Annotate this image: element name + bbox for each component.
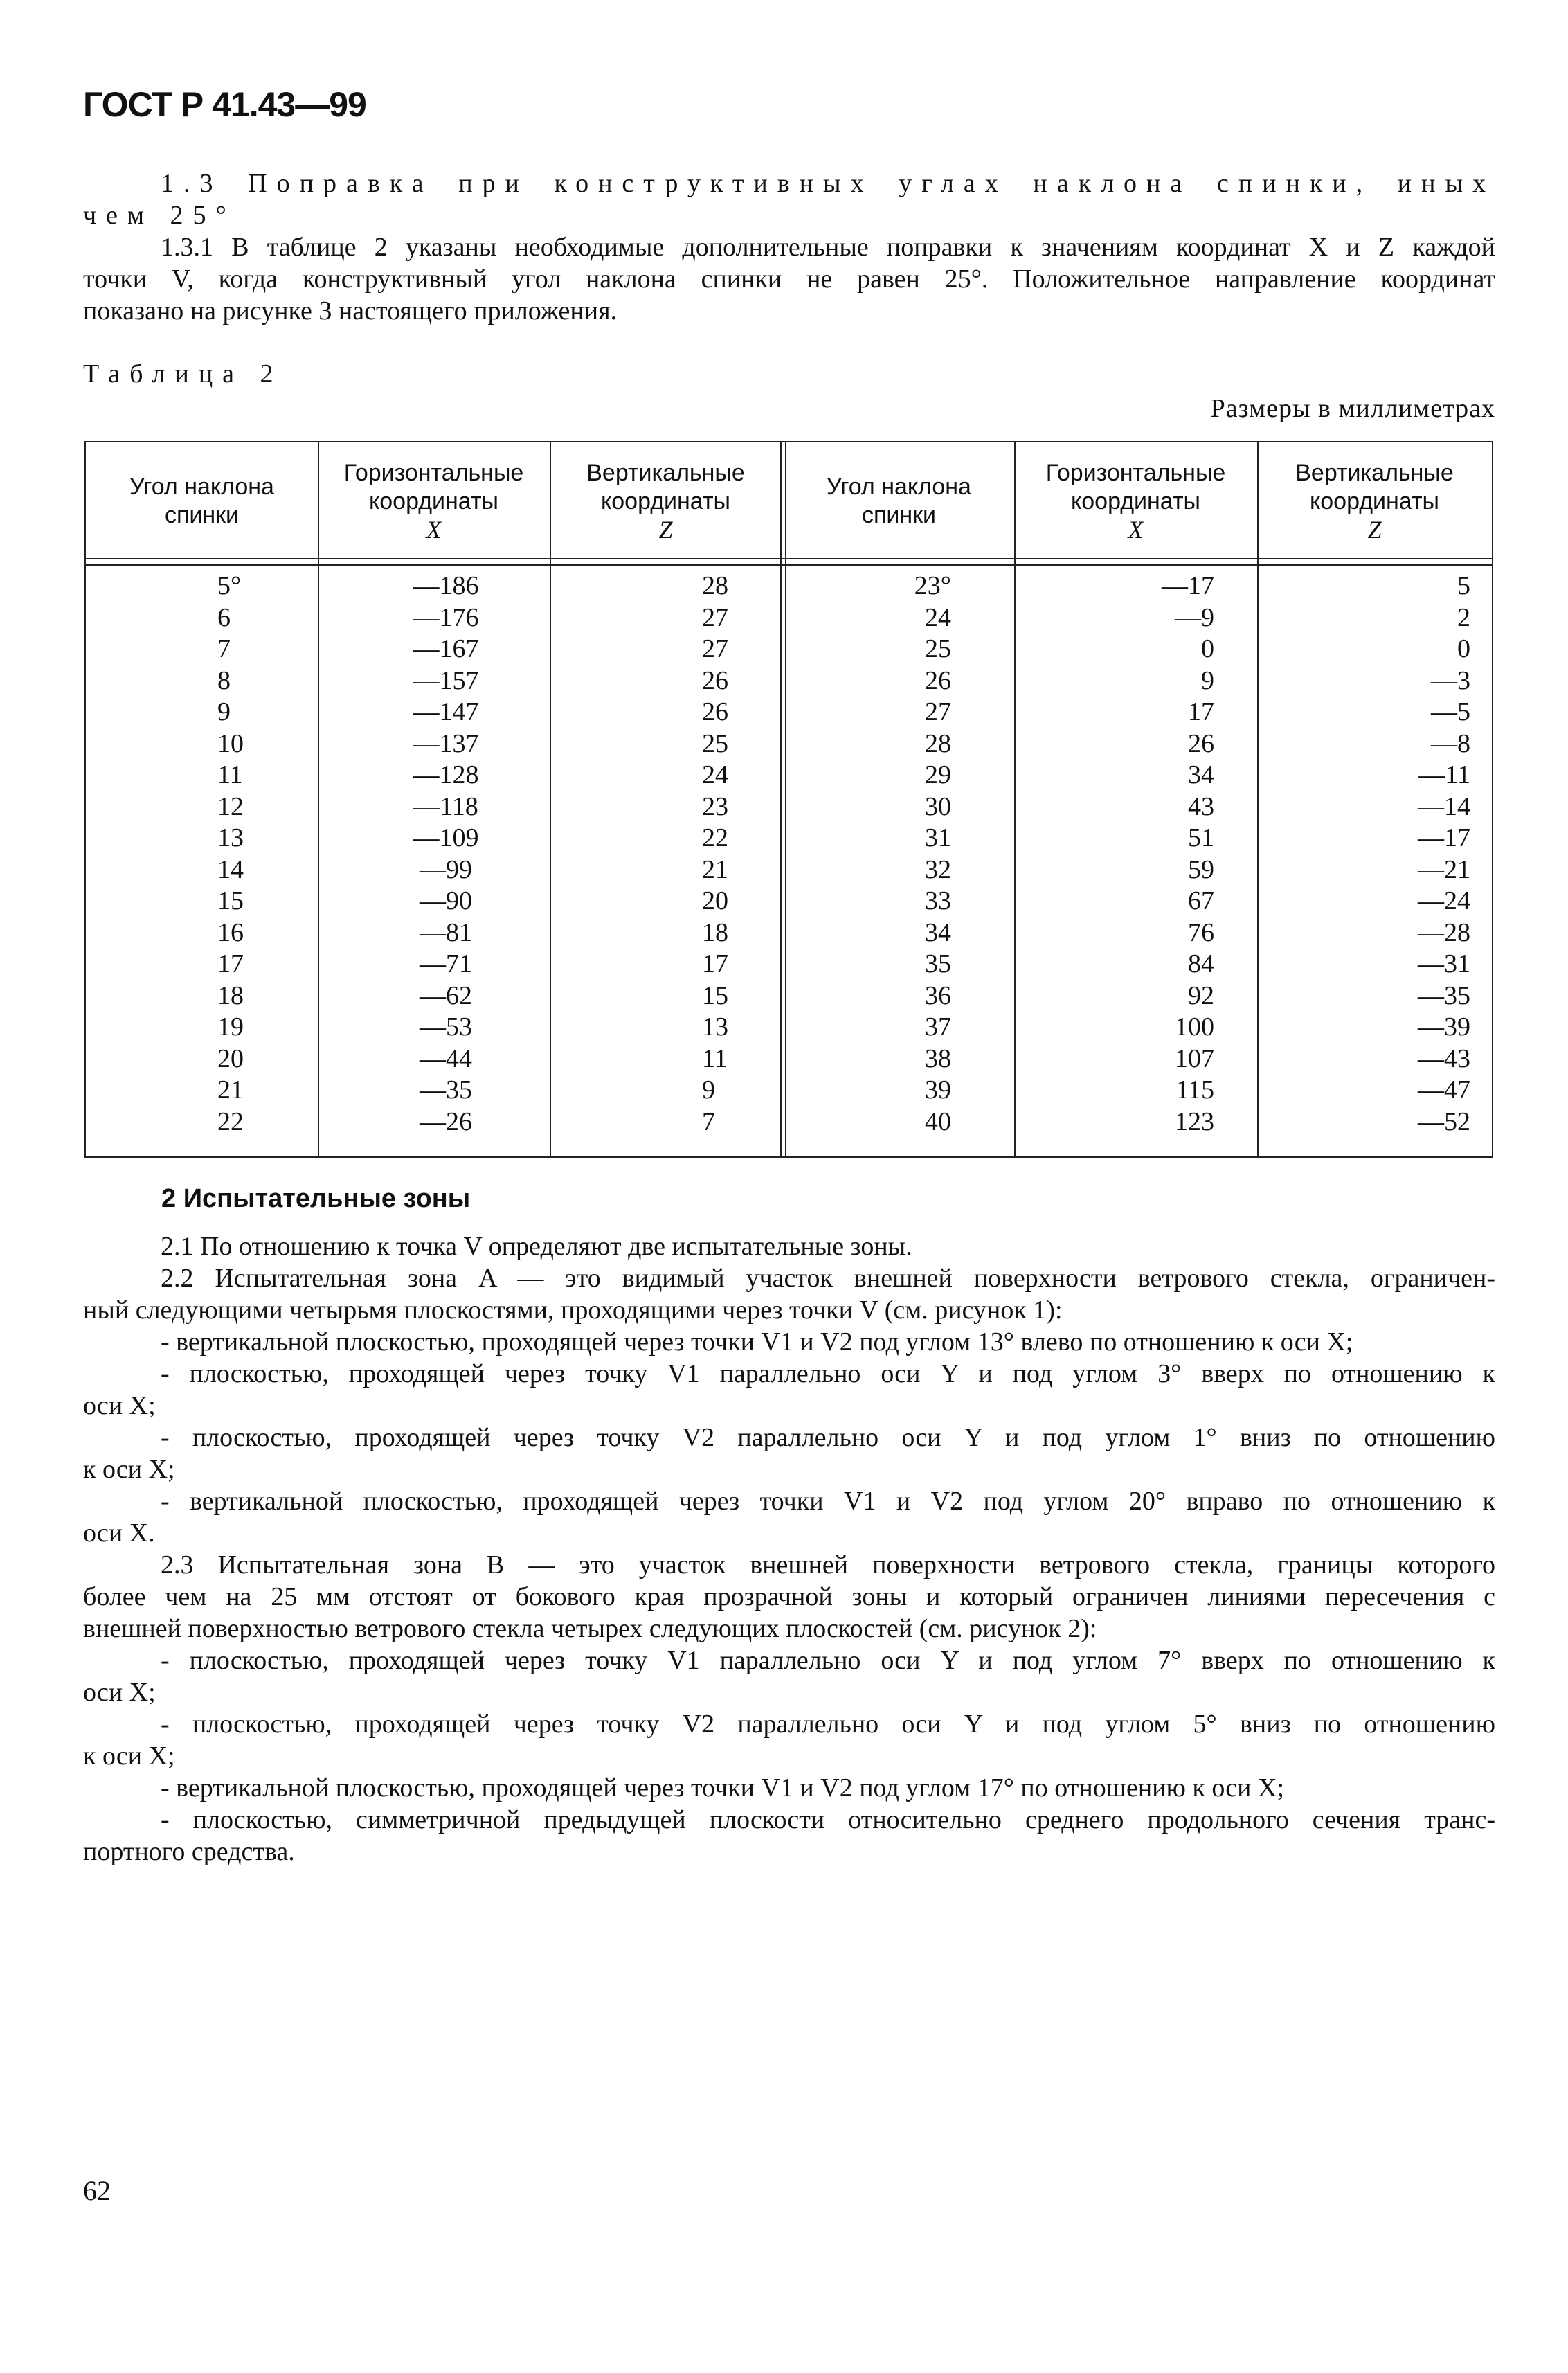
table-cell: 27 [702,602,728,632]
correction-table [84,441,1493,1158]
table-cell: 20 [702,886,728,915]
table-cell: —53 [420,1012,472,1041]
zone-b-bullet-2: - плоскостью, проходящей через точку V2 параллельно оси Y и под углом 5° вниз по отношению [161,1710,1495,1739]
table-cell: —14 [1418,791,1470,821]
column-left-x [384,571,508,1138]
table-cell: 43 [1188,791,1214,821]
table-cell: 34 [925,917,951,947]
column-right-x [1110,571,1214,1138]
table-cell: —186 [413,571,479,600]
column-left-angle [217,571,314,1138]
table-cell: —31 [1418,949,1470,978]
table-cell: 29 [925,760,951,789]
table-cell: 26 [1188,728,1214,758]
zone-a-bullet-2: - плоскостью, проходящей через точку V1 параллельно оси Y и под углом 3° вверх по отношению к [161,1359,1495,1388]
table-cell: 11 [217,760,243,789]
table-cell: 20 [217,1044,244,1073]
table-cell: 6 [217,602,231,632]
section-1-3 [83,168,1495,327]
paragraph-1-3-1-line: точки V, когда конструктивный угол наклона спинки не равен 25°. Положительное направление координат [83,265,1495,294]
table-cell: 40 [925,1107,951,1136]
section-1-3-heading: 1.3 Поправка при конструктивных углах наклона спинки, иных [161,169,1495,198]
table-cell: —21 [1418,854,1470,884]
table-cell: 27 [702,634,728,663]
table-cell: 26 [702,665,728,695]
table-cell: —71 [420,949,472,978]
zone-b-bullet-4: - плоскостью, симметричной предыдущей плоскости относительно среднего продольного сечения транс- [161,1805,1495,1834]
paragraph-2-1: 2.1 По отношению к точка V определяют две испытательные зоны. [161,1232,912,1261]
table-cell: 84 [1188,949,1214,978]
table-cell: 17 [217,949,244,978]
table-cell: —9 [1175,602,1214,632]
paragraph-2-2-line: ный следующими четырьмя плоскостями, проходящими через точки V (см. рисунок 1): [83,1296,1063,1325]
table-cell: —8 [1431,728,1470,758]
table-cell: —147 [413,697,479,726]
table-cell: —109 [413,823,479,852]
header-horizontal: Горизонтальные координаты X [343,459,524,544]
table-cell: —167 [413,634,479,663]
table-cell: —17 [1418,823,1470,852]
section-2-body [83,1230,1495,1868]
paragraph-1-3-1-line: показано на рисунке 3 настоящего приложения. [83,296,618,325]
table-cell: 8 [217,665,231,695]
zone-b-bullet-1: - плоскостью, проходящей через точку V1 параллельно оси Y и под углом 7° вверх по отношению к [161,1646,1495,1675]
table-cell: —81 [420,917,472,947]
table-cell: —118 [413,791,478,821]
table-cell: —99 [420,854,472,884]
header-vertical: Вертикальные координаты Z [586,459,745,544]
table-cell: 24 [702,760,728,789]
zone-a-bullet-1: - вертикальной плоскостью, проходящей через точки V1 и V2 под углом 13° влево по отношению к оси X; [161,1327,1353,1356]
zone-b-bullet-2-cont: к оси X; [83,1741,175,1771]
table-cell: —28 [1418,917,1470,947]
paragraph-2-3-line: 2.3 Испытательная зона B — это участок внешней поверхности ветрового стекла, границы которого [161,1550,1495,1579]
table-cell: 39 [925,1075,951,1104]
table-cell: 18 [702,917,728,947]
zone-a-bullet-4-cont: оси X. [83,1519,155,1548]
table-cell: —17 [1162,571,1214,600]
table-cell: —43 [1418,1044,1470,1073]
page-number: 62 [83,2175,111,2206]
paragraph-1-3-1-line: 1.3.1 В таблице 2 указаны необходимые дополнительные поправки к значениям координат X и Z каждой [161,233,1495,262]
table-cell: 7 [702,1107,715,1136]
zone-b-bullet-4-cont: портного средства. [83,1837,295,1866]
table-cell: —39 [1418,1012,1470,1041]
table-cell: 22 [702,823,728,852]
table-cell: 23° [914,571,951,600]
table-cell: —47 [1418,1075,1470,1104]
table-cell: 34 [1188,760,1214,789]
table-cell: 5 [1457,571,1470,600]
table-cell: —26 [420,1107,472,1136]
column-right-angle [840,571,951,1138]
zone-a-bullet-2-cont: оси X; [83,1391,156,1420]
table-cell: 24 [925,602,951,632]
table-cell: —3 [1431,665,1470,695]
zone-a-bullet-3-cont: к оси X; [83,1455,175,1484]
table-cell: 25 [702,728,728,758]
table-cell: 15 [217,886,244,915]
table-cell: 107 [1175,1044,1214,1073]
zone-a-bullet-4: - вертикальной плоскостью, проходящей через точки V1 и V2 под углом 20° вправо по отношению к [161,1487,1495,1516]
table-cell: 2 [1457,602,1470,632]
table-cell: 21 [702,854,728,884]
table-cell: 18 [217,980,244,1010]
table-cell: 17 [1188,697,1214,726]
header-divider [86,558,1492,566]
table-cell: 26 [702,697,728,726]
table-cell: 115 [1175,1075,1214,1104]
table-cell: 9 [1201,665,1214,695]
table-cell: 5° [217,571,242,600]
table-cell: 13 [217,823,244,852]
table-cell: —176 [413,602,479,632]
table-cell: 76 [1188,917,1214,947]
table-cell: —128 [413,760,479,789]
zone-b-bullet-1-cont: оси X; [83,1678,156,1707]
header-angle: Угол наклона спинки [129,474,274,528]
document-code: ГОСТ Р 41.43—99 [83,85,366,124]
paragraph-2-3-line: более чем на 25 мм отстоят от бокового края прозрачной зоны и который ограничен линиями пересечения с [83,1582,1495,1611]
table-cell: —35 [1418,980,1470,1010]
zone-b-bullet-3: - вертикальной плоскостью, проходящей через точки V1 и V2 под углом 17° по отношению к оси X; [161,1773,1284,1802]
zone-a-bullet-3: - плоскостью, проходящей через точку V2 параллельно оси Y и под углом 1° вниз по отношению [161,1423,1495,1452]
table-cell: 26 [925,665,951,695]
table-cell: 35 [925,949,951,978]
table-cell: —44 [420,1044,472,1073]
table-cell: 15 [702,980,728,1010]
table-cell: 92 [1188,980,1214,1010]
table-cell: 0 [1457,634,1470,663]
table-cell: 23 [702,791,728,821]
table-cell: 28 [925,728,951,758]
table-cell: 0 [1201,634,1214,663]
column-right-z [1360,571,1470,1138]
table-units: Размеры в миллиметрах [1210,394,1495,423]
table-cell: 67 [1188,886,1214,915]
table-cell: 11 [702,1044,728,1073]
header-vertical-right: Вертикальные координаты Z [1295,459,1454,544]
table-cell: 13 [702,1012,728,1041]
table-cell: 27 [925,697,951,726]
column-left-z [702,571,785,1138]
section-2-title: 2 Испытательные зоны [161,1184,471,1213]
table-cell: 16 [217,917,244,947]
table-cell: 32 [925,854,951,884]
table-cell: 33 [925,886,951,915]
table-cell: 28 [702,571,728,600]
table-cell: 100 [1175,1012,1214,1041]
table-cell: 9 [217,697,231,726]
table-cell: 25 [925,634,951,663]
table-cell: 38 [925,1044,951,1073]
table-cell: 31 [925,823,951,852]
table-cell: 21 [217,1075,244,1104]
paragraph-2-2-line: 2.2 Испытательная зона A — это видимый участок внешней поверхности ветрового стекла, ограничен- [161,1264,1495,1293]
table-label: Таблица 2 [83,359,283,388]
table-cell: 59 [1188,854,1214,884]
table-cell: —5 [1431,697,1470,726]
table-cell: —157 [413,665,479,695]
table-cell: —52 [1418,1107,1470,1136]
paragraph-2-3-line: внешней поверхностью ветрового стекла четырех следующих плоскостей (см. рисунок 2): [83,1614,1097,1643]
table-cell: 22 [217,1107,244,1136]
table-cell: 7 [217,634,231,663]
table-cell: 9 [702,1075,715,1104]
table-cell: —62 [420,980,472,1010]
table-cell: —24 [1418,886,1470,915]
header-horizontal-right: Горизонтальные координаты X [1045,459,1226,544]
header-angle-right: Угол наклона спинки [827,474,971,528]
section-1-3-heading-cont: чем 25° [83,201,236,230]
table-cell: —35 [420,1075,472,1104]
table-cell: 37 [925,1012,951,1041]
table-cell: 17 [702,949,728,978]
table-cell: 14 [217,854,244,884]
table-cell: 51 [1188,823,1214,852]
table-cell: —137 [413,728,479,758]
table-cell: 30 [925,791,951,821]
table-cell: 36 [925,980,951,1010]
table-cell: 19 [217,1012,244,1041]
table-cell: —90 [420,886,472,915]
table-cell: 10 [217,728,244,758]
table-cell: —11 [1418,760,1470,789]
table-cell: 12 [217,791,244,821]
table-cell: 123 [1175,1107,1214,1136]
